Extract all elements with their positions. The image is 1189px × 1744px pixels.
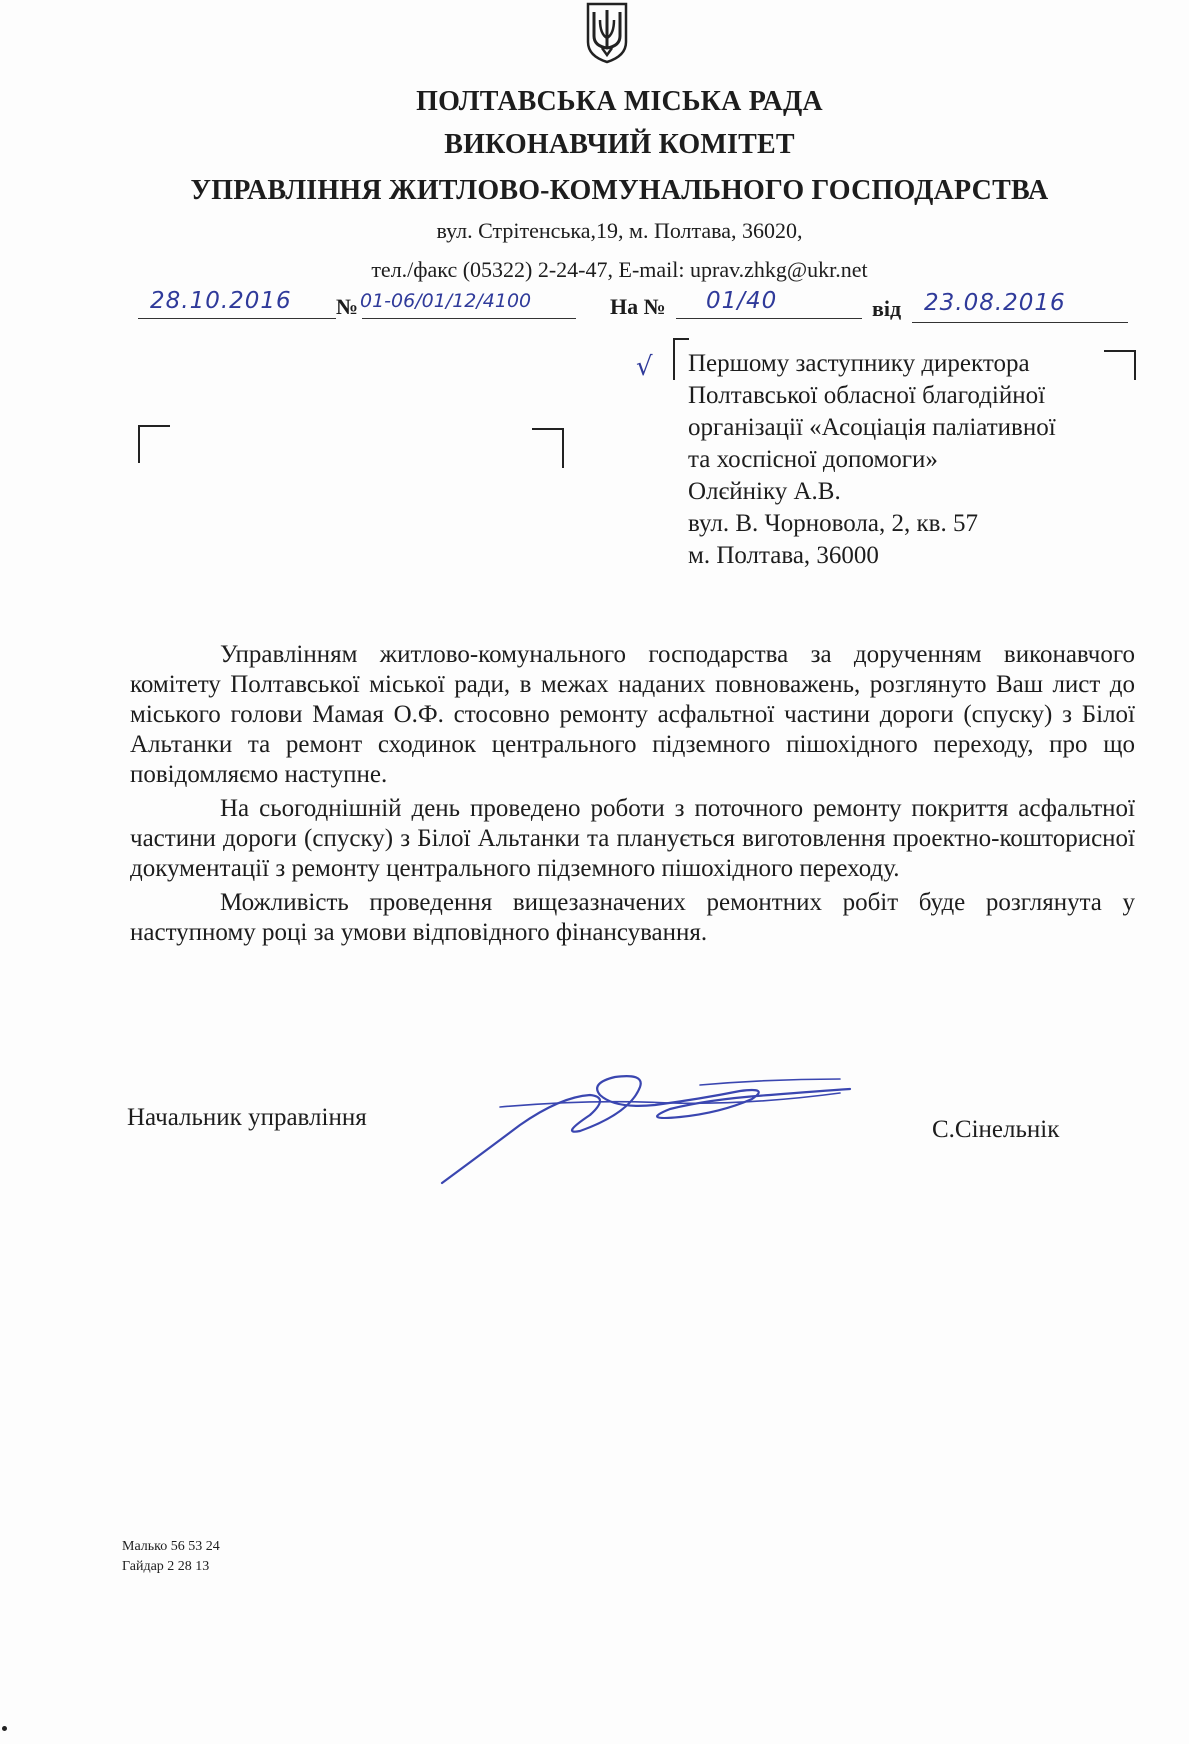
address-corner-right [532, 428, 564, 468]
header-executive-committee: ВИКОНАВЧИЙ КОМІТЕТ [444, 129, 795, 160]
executor-line: Малько 56 53 24 [122, 1539, 220, 1554]
from-label: від [872, 296, 902, 321]
reply-date-underline [912, 322, 1128, 323]
registration-number: 01-06/01/12/4100 [360, 290, 532, 312]
body-paragraph: Управлінням житлово-комунального господарства за дорученням виконавчого комітету Полтавської міської ради, в межах наданих повноважень, розглянуто Ваш лист до міського голови Мамая О.Ф. стосовно ремонту асфальтної частини дороги (спуску) з Білої Альтанки та ремонт сходинок центрального підземного пішохідного переходу, про що повідомляємо наступне. [130, 641, 1135, 788]
header-address: вул. Стрітенська,19, м. Полтава, 36020, [436, 218, 803, 243]
reply-number: 01/40 [706, 288, 778, 314]
signatory-title: Начальник управління [127, 1104, 367, 1131]
date-underline [138, 318, 336, 319]
executor-line: Гайдар 2 28 13 [122, 1559, 210, 1574]
number-label: № [336, 294, 359, 319]
recipient-corner-left [673, 338, 689, 380]
letter-body [130, 640, 1135, 948]
address-corner-left [138, 425, 170, 463]
body-paragraph: На сьогоднішній день проведено роботи з поточного ремонту покриття асфальтної частини дороги (спуску) з Білої Альтанки та планується виготовлення проектно-кошторисної документації з ремонту центрального підземного пішохідного переходу. [130, 795, 1135, 882]
header-city-council: ПОЛТАВСЬКА МІСЬКА РАДА [416, 86, 823, 117]
stray-dot [2, 1726, 7, 1731]
trident-emblem-icon [584, 2, 630, 64]
number-underline [362, 318, 576, 319]
header-contacts: тел./факс (05322) 2-24-47, E-mail: uprav.zhkg@ukr.net [371, 257, 868, 282]
header-department: УПРАВЛІННЯ ЖИТЛОВО-КОМУНАЛЬНОГО ГОСПОДАРСТВА [190, 175, 1049, 206]
check-mark: √ [636, 352, 654, 382]
reply-underline [676, 318, 862, 319]
executor-contacts [122, 1537, 220, 1577]
recipient-line: Першому заступнику директора [688, 350, 1030, 377]
body-paragraph: Можливість проведення вищезазначених ремонтних робіт буде розглянута у наступному році за умови відповідного фінансування. [130, 889, 1135, 946]
signatory-name: С.Сінельнік [932, 1116, 1060, 1143]
recipient-line: вул. В. Чорновола, 2, кв. 57 [688, 510, 978, 537]
recipient-corner-right [1104, 350, 1136, 380]
reply-date: 23.08.2016 [924, 290, 1066, 316]
recipient-line: та хоспісної допомоги» [688, 446, 938, 473]
recipient-line: м. Полтава, 36000 [688, 542, 879, 569]
reply-label: На № [610, 294, 666, 319]
recipient-line: організації «Асоціація паліативної [688, 414, 1056, 441]
recipient-line: Олєйніку А.В. [688, 478, 841, 505]
handwritten-signature [440, 1065, 930, 1195]
recipient-line: Полтавської обласної благодійної [688, 382, 1046, 409]
recipient-block [688, 348, 1056, 572]
registration-date: 28.10.2016 [150, 288, 292, 314]
